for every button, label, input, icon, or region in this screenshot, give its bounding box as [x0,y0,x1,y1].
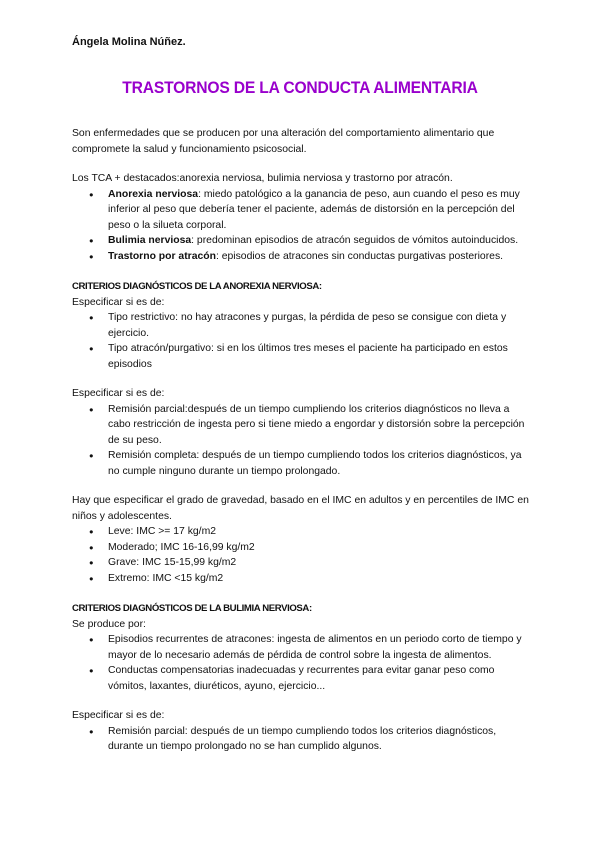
intro-paragraph: Son enfermedades que se producen por una alteración del comportamiento alimentario que compromete la salud y funcionamiento psicosocial. [72,128,495,155]
bulimia-produce-label: Se produce por: [72,618,146,630]
anorexia-types-list [72,310,532,372]
list-item: ● Tipo atracón/purgativo: si en los últimos tres meses el paciente ha participado en estos episodios [72,341,532,372]
anorexia-heading: CRITERIOS DIAGNÓSTICOS DE LA ANOREXIA NERVIOSA: [72,281,322,292]
tca-list [72,187,532,265]
bulimia-remission-list [72,724,532,755]
list-item: ● Conductas compensatorias inadecuadas y recurrentes para evitar ganar peso como vómitos, laxantes, diuréticos, ayuno, ejercicio... [72,663,532,694]
document-body [72,126,532,755]
anorexia-remission-list [72,402,532,480]
list-item: ● Bulimia nerviosa: predominan episodios de atracón seguidos de vómitos autoinducidos. [72,233,532,249]
list-item: ● Leve: IMC >= 17 kg/m2 [72,524,532,540]
severity-intro: Hay que especificar el grado de gravedad, basado en el IMC en adultos y en percentiles de IMC en niños y adolescentes. [72,495,529,522]
list-item: ● Grave: IMC 15-15,99 kg/m2 [72,555,532,571]
list-item: ● Episodios recurrentes de atracones: ingesta de alimentos en un periodo corto de tiempo y mayor de lo necesario además de pérdida de control sobre la ingesta de alimentos. [72,632,532,663]
list-item: ● Extremo: IMC <15 kg/m2 [72,571,532,587]
page-title: TRASTORNOS DE LA CONDUCTA ALIMENTARIA [122,78,478,97]
list-item: ● Remisión completa: después de un tiempo cumpliendo todos los criterios diagnósticos, ya no cumple ninguno durante un tiempo prolongado. [72,448,532,479]
list-item: ● Anorexia nerviosa: miedo patológico a la ganancia de peso, aun cuando el peso es muy inferior al peso que debería tener el paciente, además de distorsión en la percepción del peso o la silueta corporal. [72,187,532,234]
anorexia-spec-label: Especificar si es de: [72,296,165,308]
bulimia-heading: CRITERIOS DIAGNÓSTICOS DE LA BULIMIA NERVIOSA: [72,603,312,614]
severity-list [72,524,532,586]
author-name: Ángela Molina Núñez. [72,36,186,48]
list-item: ● Tipo restrictivo: no hay atracones y purgas, la pérdida de peso se consigue con dieta y ejercicio. [72,310,532,341]
bulimia-spec-label: Especificar si es de: [72,710,165,721]
list-item: ● Trastorno por atracón: episodios de atracones sin conductas purgativas posteriores. [72,249,532,265]
list-item: ● Moderado; IMC 16-16,99 kg/m2 [72,540,532,556]
list-item: ● Remisión parcial: después de un tiempo cumpliendo todos los criterios diagnósticos, durante un tiempo prolongado no se han cumplido algunos. [72,724,532,755]
list-item: ● Remisión parcial:después de un tiempo cumpliendo los criterios diagnósticos no lleva a cabo restricción de ingesta pero si tiene miedo a engordar y distorsión sobre la percepción de su peso. [72,402,532,449]
anorexia-spec-label-2: Especificar si es de: [72,388,165,399]
bulimia-items-list [72,632,532,694]
tca-intro: Los TCA + destacados:anorexia nerviosa, bulimia nerviosa y trastorno por atracón. [72,173,453,184]
